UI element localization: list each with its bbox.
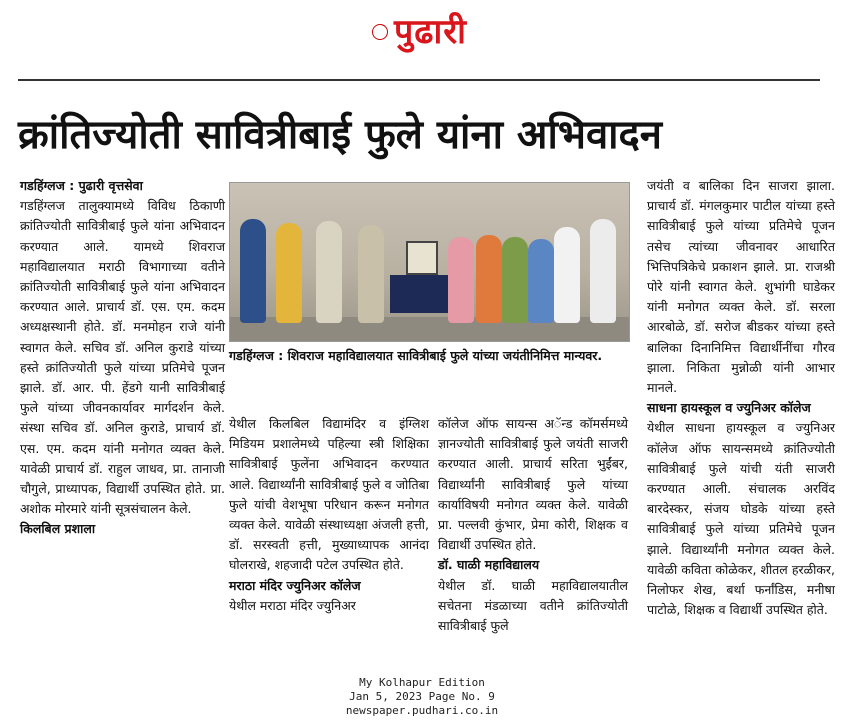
- subhead-maratha-mandir: मराठा मंदिर ज्युनिअर कॉलेज: [229, 577, 361, 593]
- column-3-text: कॉलेज ऑफ सायन्स अॅन्ड कॉमर्समध्ये ज्ञानज्योती सावित्रीबाई फुले जयंती साजरी करण्यात आली. प्राचार्य सरिता भुईंबर, विद्यार्थ्यांनी सावित्रीबाई फुले यांच्या कार्याविषयी मनोगत व्यक्त केले. यावेळी प्रा. पल्लवी कुंभार, प्रेमा कोरी, शिक्षक व विद्यार्थी उपस्थित होते.: [438, 416, 628, 553]
- photo-person: [528, 239, 554, 323]
- column-3-tail: येथील डॉ. घाळी महाविद्यालयातील सचेतना मंडळाच्या वतीने क्रांतिज्योती सावित्रीबाई फुले: [438, 577, 628, 634]
- footer-url[interactable]: newspaper.pudhari.co.in: [345, 704, 499, 717]
- footer-date-page: Jan 5, 2023 Page No. 9: [349, 690, 495, 703]
- column-2-text: येथील किलबिल विद्यामंदिर व इंग्लिश मिडियम प्रशालेमध्ये पहिल्या स्त्री शिक्षिका सावित्रीबाई फुलेंना अभिवादन करण्यात आले. विद्यार्थ्यांनी सावित्रीबाई फुले व जोतिबा फुले यांची वेशभूषा परिधान करून मनोगत व्यक्त केले. यावेळी संस्थाध्यक्षा अंजली हत्ती, डॉ. सरस्वती हत्ती, मुख्याध्यापक आनंदा घोलराखे, शहजादी पटेल उपस्थित होते.: [229, 416, 429, 573]
- photo-person: [502, 237, 528, 323]
- dateline: गडहिंग्लज : पुढारी वृत्तसेवा: [20, 178, 143, 193]
- photo-caption: गडहिंग्लज : शिवराज महाविद्यालयात सावित्रीबाई फुले यांच्या जयंतीनिमित्त मान्यवर.: [229, 348, 603, 363]
- footer-edition: My Kolhapur Edition: [359, 676, 485, 689]
- headline: क्रांतिज्योती सावित्रीबाई फुले यांना अभिवादन: [18, 112, 662, 158]
- photo-table: [390, 275, 452, 313]
- photo-person: [358, 225, 384, 323]
- seal-icon: [372, 24, 388, 40]
- masthead-logo: [372, 8, 467, 56]
- news-photo: [229, 182, 630, 342]
- photo-person: [240, 219, 266, 323]
- column-4: [647, 176, 835, 620]
- photo-portrait: [406, 241, 438, 275]
- column-2-tail: येथील मराठा मंदिर ज्युनिअर: [229, 597, 356, 613]
- photo-person: [590, 219, 616, 323]
- subhead-kilbil: किलबिल प्रशाला: [20, 521, 96, 537]
- column-4-tail: येथील साधना हायस्कूल व ज्युनिअर कॉलेज ऑफ सायन्समध्ये क्रांतिज्योती सावित्रीबाई फुले यांची यंती साजरी करण्यात आली. संचालक अरविंद बारदेस्कर, संजय घोडके यांच्या हस्ते सावित्रीबाई फुले यांच्या प्रतिमेचे पूजन झाले. विद्यार्थ्यांनी मनोगत व्यक्त केले. यावेळी कविता कोळेकर, शीतल हरळीकर, निलोफर शेख, बर्था फर्नांडिस, मनीषा पाटोळे, शिक्षक व विद्यार्थी उपस्थित होते.: [647, 420, 835, 618]
- column-3: [438, 414, 628, 636]
- logo-wordmark: पुढारी: [394, 12, 467, 52]
- column-2: [229, 414, 429, 616]
- masthead-rule: [18, 79, 820, 81]
- photo-person: [476, 235, 502, 323]
- subhead-sadhana: साधना हायस्कूल व ज्युनिअर कॉलेज: [647, 400, 811, 416]
- column-1-text: गडहिंग्लज तालुक्यामध्ये विविध ठिकाणी क्रांतिज्योती सावित्रीबाई फुले यांना अभिवादन करण्यात आले. यामध्ये शिवराज महाविद्यालयात मराठी विभागाच्या वतीने क्रांतिज्योती सावित्रीबाई फुले यांना अभिवादन करण्यात आले. प्राचार्य डॉ. एस. एम. कदम अध्यक्षस्थानी होते. डॉ. मनमोहन राजे यांनी स्वागत केले. सचिव डॉ. अनिल कुराडे यांच्या हस्ते क्रांतिज्योती फुले यांच्या प्रतिमेचे पूजन झाले. डॉ. आर. पी. हेंडगे यानी सावित्रीबाई फुले यांच्या जीवनकार्यावर मार्गदर्शन केले. संस्था सचिव डॉ. अनिल कुराडे, प्राचार्य डॉ. एस. एम. कदम यांनी मनोगत व्यक्त केले. यावेळी प्राचार्य डॉ. राहुल जाधव, प्रा. तानाजी चौगुले, प्राध्यापक, विद्यार्थी उपस्थित होते. प्रा. अशोक मोरमारे यांनी सूत्रसंचालन केले.: [20, 198, 225, 517]
- column-1: [20, 176, 225, 540]
- photo-person: [448, 237, 474, 323]
- page-footer: [340, 676, 504, 718]
- photo-person: [276, 223, 302, 323]
- photo-person: [316, 221, 342, 323]
- photo-person: [554, 227, 580, 323]
- subhead-ghali: डॉ. घाळी महाविद्यालय: [438, 557, 540, 573]
- column-4-text: जयंती व बालिका दिन साजरा झाला. प्राचार्य डॉ. मंगलकुमार पाटील यांच्या हस्ते सावित्रीबाई फुले यांच्या प्रतिमेचे पूजन तसेच त्यांच्या जीवनावर आधारित भित्तिपत्रिकेचे प्रकाशन झाले. प्रा. राजश्री पोरे यांनी स्वागत केले. शुभांगी घाडेकर यांनी मनोगत व्यक्त केले. डॉ. सरला आरबोळे, डॉ. सरोज बीडकर यांच्या हस्ते बालिका दिनानिमित्त विद्यार्थीनींचा गौरव झाला. निकिता मुन्नोळी यांनी आभार मानले.: [647, 178, 835, 396]
